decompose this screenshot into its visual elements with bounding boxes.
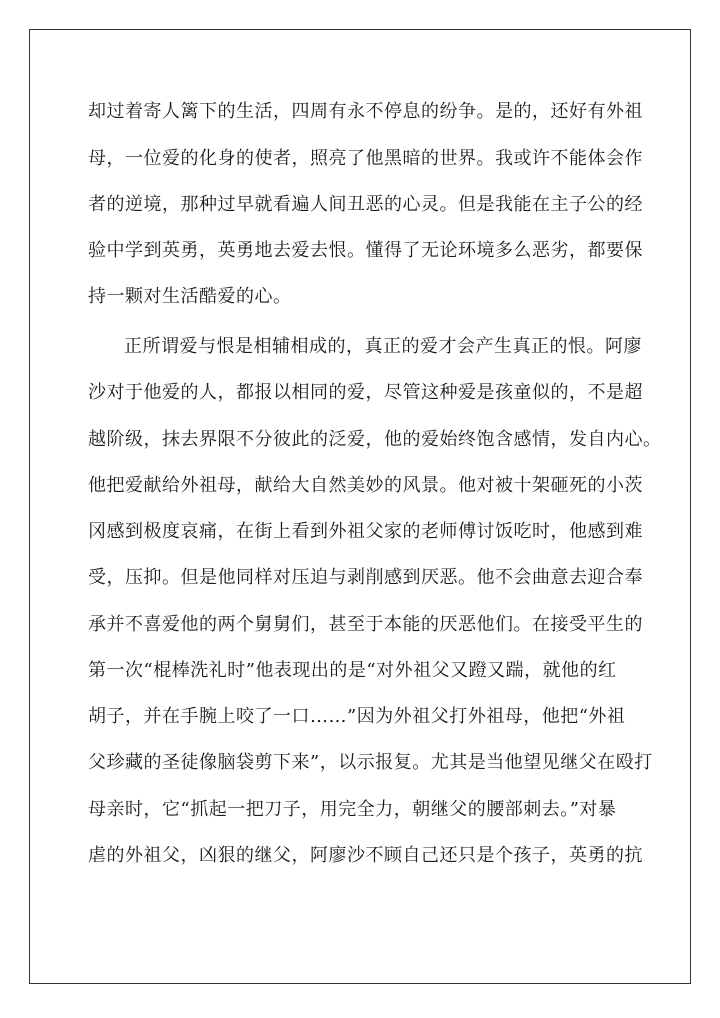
text-line-16: 母亲时，它“抓起一把刀子，用完全力，朝继父的腰部刺去。”对暴 bbox=[88, 799, 617, 820]
text-line-10: 冈感到极度哀痛，在街上看到外祖父家的老师傅讨饭吃时，他感到难 bbox=[88, 521, 643, 542]
text-line-13: 第一次“棍棒洗礼时”他表现出的是“对外祖父又蹬又踹，就他的红 bbox=[88, 660, 617, 681]
text-line-2: 母，一位爱的化身的使者，照亮了他黑暗的世界。我或许不能体会作 bbox=[88, 148, 643, 169]
text-line-17: 虐的外祖父，凶狠的继父，阿廖沙不顾自己还只是个孩子，英勇的抗 bbox=[88, 845, 643, 866]
page-border bbox=[29, 29, 691, 984]
text-line-4: 验中学到英勇，英勇地去爱去恨。懂得了无论环境多么恶劣，都要保 bbox=[88, 240, 643, 261]
text-line-6: 正所谓爱与恨是相辅相成的，真正的爱才会产生真正的恨。阿廖 bbox=[124, 336, 642, 357]
text-line-1: 却过着寄人篱下的生活，四周有永不停息的纷争。是的，还好有外祖 bbox=[88, 101, 643, 122]
text-line-14: 胡子，并在手腕上咬了一口……”因为外祖父打外祖母，他把“外祖 bbox=[88, 706, 626, 727]
text-line-8: 越阶级，抹去界限不分彼此的泛爱，他的爱始终饱含感情，发自内心。 bbox=[88, 429, 662, 450]
text-line-12: 承并不喜爱他的两个舅舅们，甚至于本能的厌恶他们。在接受平生的 bbox=[88, 614, 643, 635]
text-line-5: 持一颗对生活酷爱的心。 bbox=[88, 286, 292, 307]
text-line-7: 沙对于他爱的人，都报以相同的爱，尽管这种爱是孩童似的，不是超 bbox=[88, 382, 643, 403]
text-line-15: 父珍藏的圣徒像脑袋剪下来”，以示报复。尤其是当他望见继父在殴打 bbox=[88, 752, 653, 773]
text-line-11: 受，压抑。但是他同样对压迫与剥削感到厌恶。他不会曲意去迎合奉 bbox=[88, 567, 643, 588]
text-line-9: 他把爱献给外祖母，献给大自然美妙的风景。他对被十架砸死的小茨 bbox=[88, 475, 643, 496]
text-line-3: 者的逆境，那种过早就看遍人间丑恶的心灵。但是我能在主子公的经 bbox=[88, 194, 643, 215]
